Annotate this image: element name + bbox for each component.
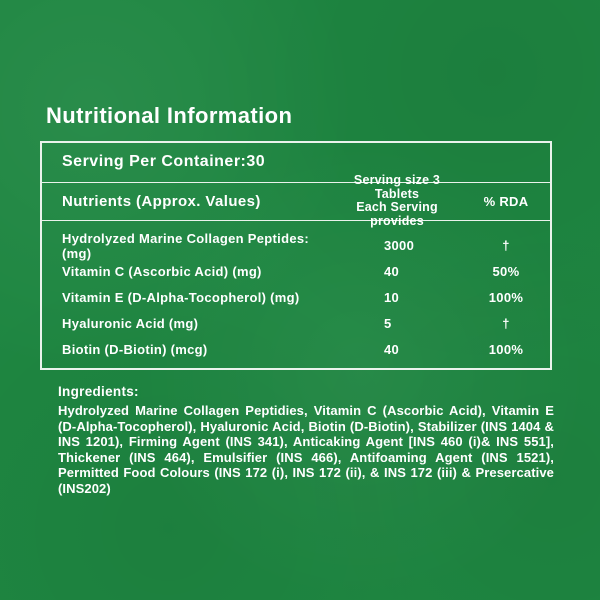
table-row [42, 285, 550, 311]
nutrient-name: Vitamin C (Ascorbic Acid) (mg) [62, 264, 262, 279]
header-serving-line2: Each Serving provides [356, 200, 438, 228]
nutrition-table [40, 141, 552, 370]
nutrient-name: Hyaluronic Acid (mg) [62, 316, 199, 331]
table-header [42, 173, 550, 228]
nutrient-rda: † [502, 238, 510, 253]
table-row [42, 337, 550, 363]
header-serving-line1: Serving size 3 Tablets [353, 173, 441, 201]
table-body [42, 221, 550, 363]
nutrient-amount: 40 [384, 342, 400, 357]
ingredients-text: Hydrolyzed Marine Collagen Peptidies, Vitamin C (Ascorbic Acid), Vitamin E (D-Alpha-Tocopherol), Hyaluronic Acid, Biotin (D-Biotin), Stabilizer (INS 1404 & INS 1201), Firming Agent (INS 341), Anticaking Agent [INS 460 (i)& INS 551], Thickener (INS 464), Emulsifier (INS 466), Antifoaming Agent (INS 1521), Permitted Food Colours (INS 172 (i), INS 172 (ii), & INS 172 (iii) & Presercative (INS202) [58, 403, 554, 496]
nutrient-rda: 100% [488, 342, 524, 357]
nutrient-name: Hydrolyzed Marine Collagen Peptides: (mg) [62, 230, 310, 261]
ingredients-heading: Ingredients: [58, 384, 139, 399]
header-serving-size [332, 174, 462, 228]
nutrient-amount: 5 [384, 316, 392, 331]
table-row [42, 259, 550, 285]
nutrient-name: Biotin (D-Biotin) (mcg) [62, 342, 208, 357]
nutrient-name: Vitamin E (D-Alpha-Tocopherol) (mg) [62, 290, 300, 305]
page-title: Nutritional Information [46, 103, 293, 128]
nutrient-rda: † [502, 316, 510, 331]
nutrient-amount: 10 [384, 290, 400, 305]
serving-per-container: Serving Per Container:30 [42, 143, 550, 183]
nutrient-amount: 40 [384, 264, 400, 279]
table-row [42, 311, 550, 337]
ingredients-section [58, 384, 554, 497]
header-rda: % RDA [483, 193, 529, 209]
nutrient-rda: 50% [492, 264, 520, 279]
header-nutrients: Nutrients (Approx. Values) [62, 192, 261, 210]
nutrient-rda: 100% [488, 290, 524, 305]
nutrient-amount: 3000 [384, 238, 415, 253]
table-row [42, 230, 550, 261]
